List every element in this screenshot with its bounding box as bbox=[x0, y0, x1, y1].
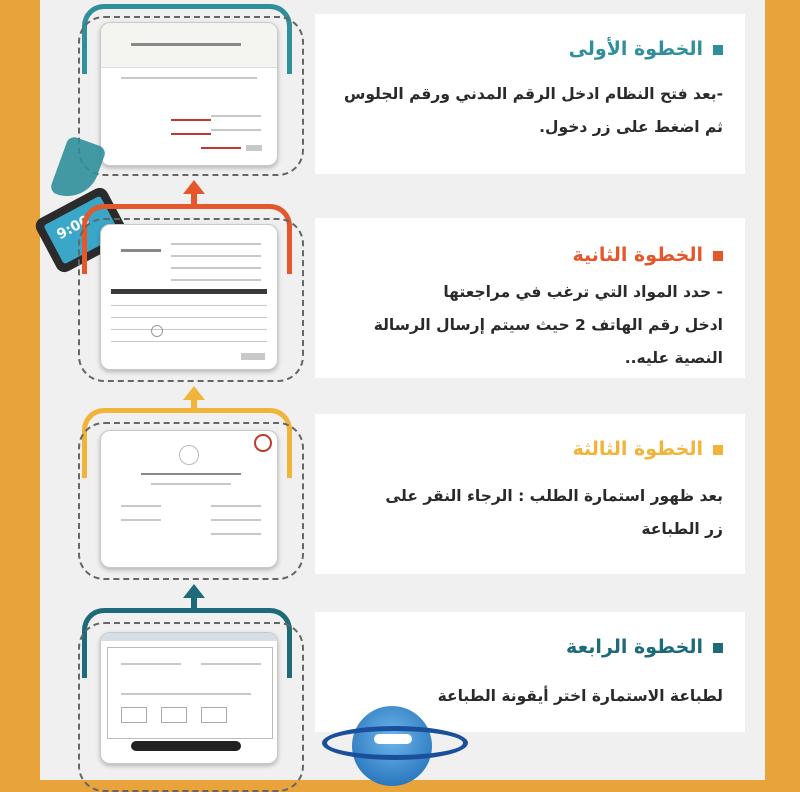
square-bullet-icon bbox=[713, 45, 723, 55]
square-bullet-icon bbox=[713, 251, 723, 261]
square-bullet-icon bbox=[713, 445, 723, 455]
print-pointer-icon bbox=[254, 434, 272, 452]
step-illustration-2 bbox=[78, 204, 310, 382]
step-card-1 bbox=[315, 14, 745, 174]
square-bullet-icon bbox=[713, 643, 723, 653]
step-title-1: الخطوة الأولى bbox=[329, 38, 723, 60]
step-text-4: لطباعة الاستمارة اختر أيقونة الطباعة bbox=[437, 687, 723, 705]
step-illustration-4 bbox=[78, 608, 310, 780]
phone-time: 9:00 bbox=[54, 212, 93, 244]
screenshot-subjects bbox=[100, 224, 278, 370]
step-illustration-3 bbox=[78, 408, 310, 580]
screenshot-application-form bbox=[100, 430, 278, 568]
screenshot-login bbox=[100, 22, 278, 166]
step-illustration-1 bbox=[78, 4, 310, 176]
arrow-up-icon bbox=[183, 386, 205, 400]
logo-icon bbox=[322, 702, 472, 780]
step-title-4: الخطوة الرابعة bbox=[329, 636, 723, 658]
step-card-3 bbox=[315, 414, 745, 574]
step-text-3: بعد ظهور استمارة الطلب : الرجاء النقر على زر الطباعة bbox=[385, 487, 723, 538]
arrow-up-icon bbox=[183, 180, 205, 194]
step-title-3: الخطوة الثالثة bbox=[329, 438, 723, 460]
step-text-1: -بعد فتح النظام ادخل الرقم المدني ورقم الجلوس ثم اضغط على زر دخول. bbox=[343, 85, 723, 136]
step-text-2: - حدد المواد التي ترغب في مراجعتها ادخل رقم الهاتف 2 حيث سيتم إرسال الرسالة النصية عليه.. bbox=[373, 283, 723, 367]
step-title-2: الخطوة الثانية bbox=[329, 244, 723, 266]
step-card-2 bbox=[315, 218, 745, 378]
screenshot-print-dialog bbox=[100, 632, 278, 764]
arrow-up-icon bbox=[183, 584, 205, 598]
